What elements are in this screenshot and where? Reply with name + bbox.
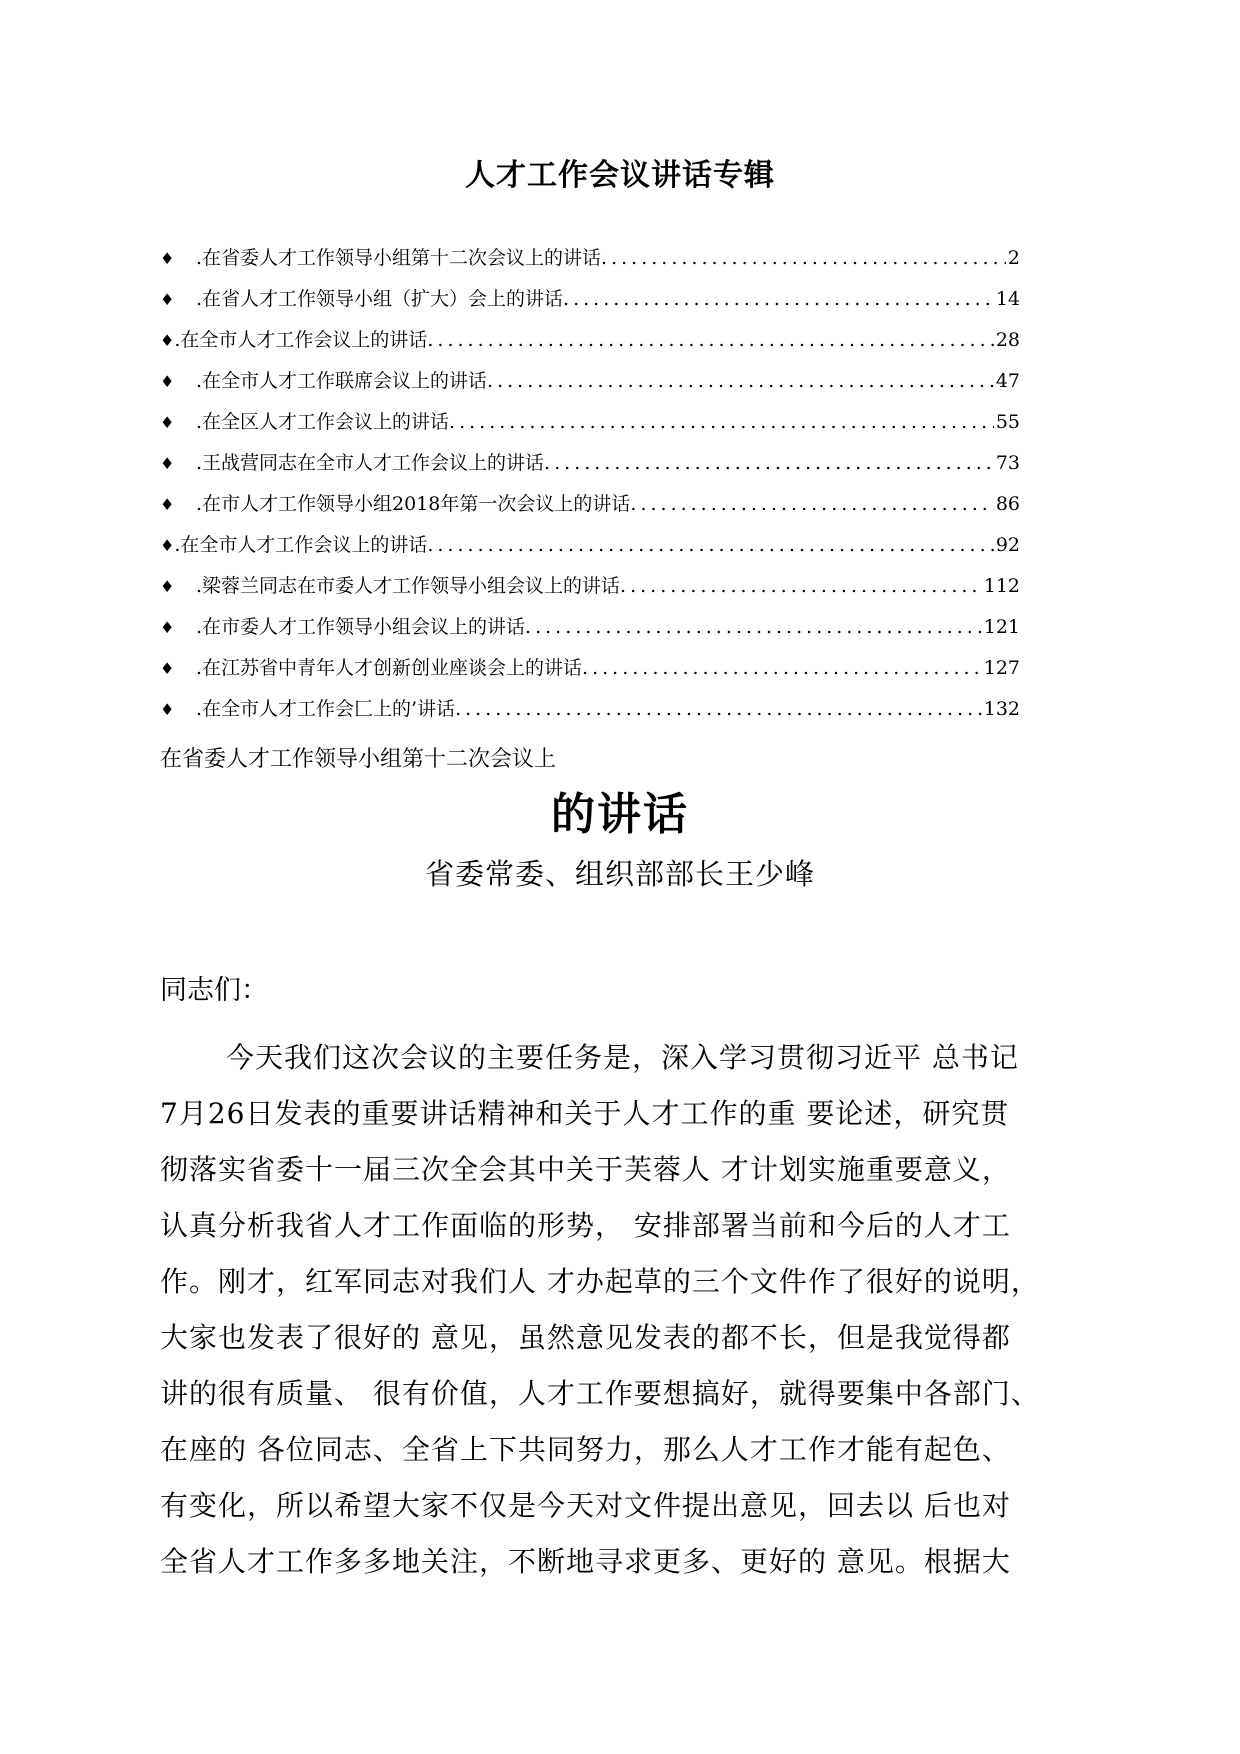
salutation: 同志们： [160,975,268,1006]
toc-page-number: 73 [995,452,1020,474]
speech-title: 的讲话 [551,789,689,840]
toc-entry-label: .在全市人才工作会议上的讲话 [174,534,428,556]
toc-leader-dots [630,484,993,525]
table-of-contents [160,238,1020,730]
diamond-bullet-icon: ♦ [160,249,175,268]
toc-entry-label: .在全市人才工作会匚上的’讲话 [196,698,456,720]
toc-page-number: 2 [1007,247,1020,269]
toc-entry[interactable] [160,484,1020,525]
toc-entry-label: .在市人才工作领导小组2018年第一次会议上的讲话 [196,493,631,515]
toc-leader-dots [563,279,994,320]
toc-page-number: 127 [983,657,1020,679]
toc-leader-dots [525,607,982,648]
diamond-bullet-icon: ♦ [160,331,175,350]
toc-leader-dots [544,443,994,484]
paragraph-line: 彻落实省委十一届三次全会其中关于芙蓉人 才计划实施重要意义， [160,1153,1011,1186]
toc-entry-label: .在全市人才工作会议上的讲话 [174,329,428,351]
diamond-bullet-icon: ♦ [160,536,175,555]
toc-page-number: 14 [995,288,1020,310]
paragraph-line: 作。刚才，红军同志对我们人 才办起草的三个文件作了很好的说明， [160,1265,1040,1298]
speech-author: 省委常委、组织部部长王少峰 [424,857,815,891]
toc-page-number: 55 [995,411,1020,433]
toc-leader-dots [427,525,993,566]
paragraph-line: 讲的很有质量、 很有价值，人才工作要想搞好，就得要集中各部门、 [160,1377,1040,1410]
toc-entry[interactable] [160,607,1020,648]
toc-entry[interactable] [160,648,1020,689]
toc-entry-label: .王战营同志在全市人才工作会议上的讲话 [196,452,545,474]
diamond-bullet-icon: ♦ [160,413,175,432]
speech-body [160,1030,1120,1590]
diamond-bullet-icon: ♦ [160,700,175,719]
diamond-bullet-icon: ♦ [160,372,175,391]
toc-entry[interactable] [160,689,1020,730]
toc-entry-label: .在市委人才工作领导小组会议上的讲话 [196,616,526,638]
toc-entry-label: .在省委人才工作领导小组第十二次会议上的讲话 [196,247,602,269]
toc-leader-dots [487,361,994,402]
toc-entry-label: .在全市人才工作联席会议上的讲话 [196,370,488,392]
toc-entry[interactable] [160,566,1020,607]
toc-entry-label: .在全区人才工作会议上的讲话 [196,411,450,433]
paragraph-line: 全省人才工作多多地关注，不断地寻求更多、更好的 意见。根据大 [160,1545,1011,1578]
paragraph-line: 认真分析我省人才工作面临的形势， 安排部署当前和今后的人才工 [160,1209,1011,1242]
toc-entry-label: .在江苏省中青年人才创新创业座谈会上的讲话 [196,657,583,679]
diamond-bullet-icon: ♦ [160,290,175,309]
toc-entry[interactable] [160,279,1020,320]
toc-page-number: 86 [995,493,1020,515]
toc-entry-label: .在省人才工作领导小组（扩大）会上的讲话 [196,288,564,310]
toc-page-number: 132 [983,698,1020,720]
toc-leader-dots [620,566,982,607]
toc-leader-dots [455,689,982,730]
diamond-bullet-icon: ♦ [160,454,175,473]
speech-title-prefix: 在省委人才工作领导小组第十二次会议上 [160,747,557,772]
toc-page-number: 121 [983,616,1020,638]
toc-entry[interactable] [160,238,1020,279]
paragraph-line: 7月26日发表的重要讲话精神和关于人才工作的重 要论述，研究贯 [160,1097,1010,1130]
toc-entry[interactable] [160,525,1020,566]
toc-leader-dots [582,648,982,689]
diamond-bullet-icon: ♦ [160,618,175,637]
toc-leader-dots [427,320,993,361]
diamond-bullet-icon: ♦ [160,577,175,596]
toc-entry[interactable] [160,402,1020,443]
paragraph-line: 大家也发表了很好的 意见，虽然意见发表的都不长，但是我觉得都 [160,1321,1011,1354]
toc-entry[interactable] [160,361,1020,402]
toc-entry-label: .梁蓉兰同志在市委人才工作领导小组会议上的讲话 [196,575,621,597]
document-title: 人才工作会议讲话专辑 [465,158,775,193]
toc-leader-dots [601,238,1006,279]
toc-page-number: 47 [995,370,1020,392]
toc-page-number: 28 [995,329,1020,351]
toc-page-number: 92 [995,534,1020,556]
paragraph-line: 有变化，所以希望大家不仅是今天对文件提出意见，回去以 后也对 [160,1489,1011,1522]
paragraph-line: 在座的 各位同志、全省上下共同努力，那么人才工作才能有起色、 [160,1433,1011,1466]
toc-entry[interactable] [160,320,1020,361]
paragraph-line: 今天我们这次会议的主要任务是，深入学习贯彻习近平 总书记 [226,1041,1019,1074]
toc-leader-dots [449,402,994,443]
diamond-bullet-icon: ♦ [160,495,175,514]
toc-entry[interactable] [160,443,1020,484]
toc-page-number: 112 [983,575,1020,597]
diamond-bullet-icon: ♦ [160,659,175,678]
